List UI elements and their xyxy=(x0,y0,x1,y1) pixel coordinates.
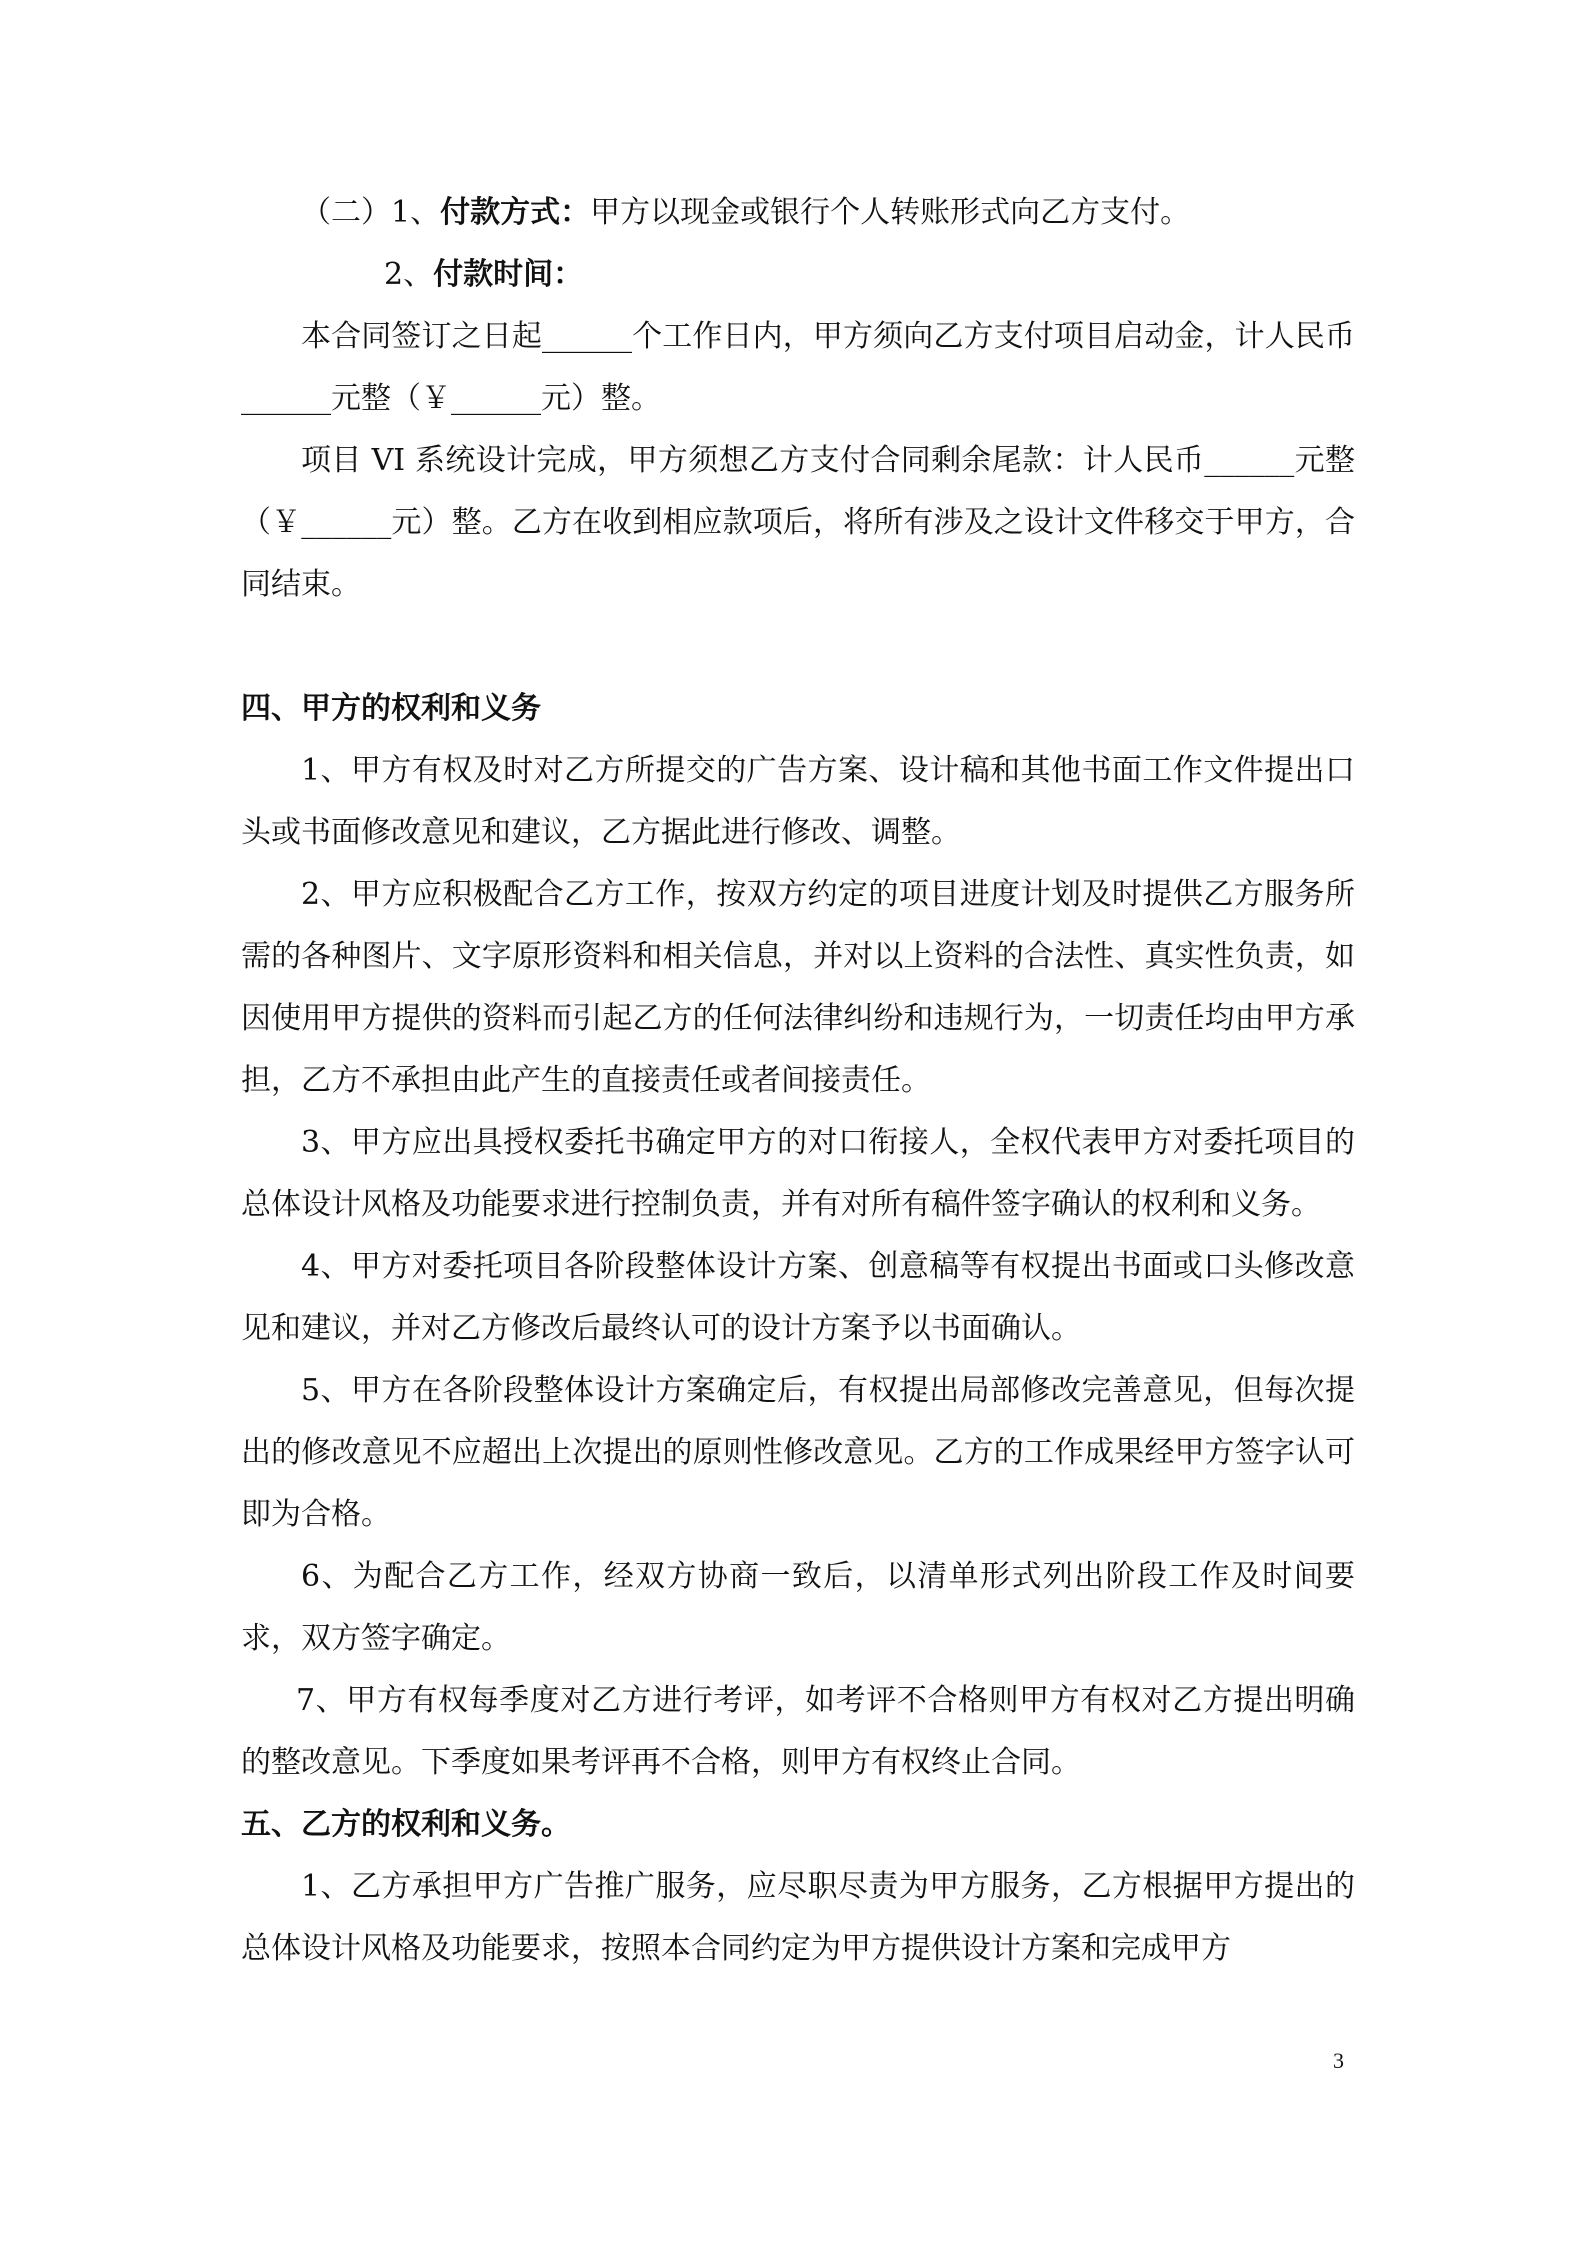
section4-item-1: 1、甲方有权及时对乙方所提交的广告方案、设计稿和其他书面工作文件提出口头或书面修改意见和建议，乙方据此进行修改、调整。 xyxy=(241,753,1355,850)
section4-heading: 四、甲方的权利和义务 xyxy=(241,691,541,726)
payment-method-text: 甲方以现金或银行个人转账形式向乙方支付。 xyxy=(590,195,1191,230)
payment-time-label: 付款时间： xyxy=(433,257,584,292)
section4-item-7: 7、甲方有权每季度对乙方进行考评，如考评不合格则甲方有权对乙方提出明确的整改意见。下季度如果考评再不合格，则甲方有权终止合同。 xyxy=(241,1683,1355,1780)
section5-heading: 五、乙方的权利和义务。 xyxy=(241,1807,571,1842)
section4-item-2: 2、甲方应积极配合乙方工作，按双方约定的项目进度计划及时提供乙方服务所需的各种图片、文字原形资料和相关信息，并对以上资料的合法性、真实性负责，如因使用甲方提供的资料而引起乙方的任何法律纠纷和违规行为，一切责任均由甲方承担，乙方不承担由此产生的直接责任或者间接责任。 xyxy=(241,877,1355,1098)
section4-item-6: 6、为配合乙方工作，经双方协商一致后，以清单形式列出阶段工作及时间要求，双方签字确定。 xyxy=(241,1559,1355,1656)
section4-item-3: 3、甲方应出具授权委托书确定甲方的对口衔接人，全权代表甲方对委托项目的总体设计风格及功能要求进行控制负责，并有对所有稿件签字确认的权利和义务。 xyxy=(241,1125,1355,1222)
section4-item-5: 5、甲方在各阶段整体设计方案确定后，有权提出局部修改完善意见，但每次提出的修改意见不应超出上次提出的原则性修改意见。乙方的工作成果经甲方签字认可即为合格。 xyxy=(241,1373,1355,1532)
payment-time-prefix: 2、 xyxy=(384,257,434,292)
payment-method-label: 付款方式： xyxy=(440,195,591,230)
section5-item-1: 1、乙方承担甲方广告推广服务，应尽职尽责为甲方服务，乙方根据甲方提出的总体设计风格及功能要求，按照本合同约定为甲方提供设计方案和完成甲方 xyxy=(241,1869,1355,1966)
payment-time-line xyxy=(241,244,1355,306)
payment-method-line xyxy=(241,182,1355,244)
payment-para-2: 项目 VI 系统设计完成，甲方须想乙方支付合同剩余尾款：计人民币______元整（￥______元）整。乙方在收到相应款项后，将所有涉及之设计文件移交于甲方，合同结束。 xyxy=(241,443,1355,602)
section4-item-4: 4、甲方对委托项目各阶段整体设计方案、创意稿等有权提出书面或口头修改意见和建议，并对乙方修改后最终认可的设计方案予以书面确认。 xyxy=(241,1249,1355,1346)
document-body xyxy=(241,182,1355,1980)
page-number: 3 xyxy=(1333,2048,1344,2073)
payment-method-prefix: （二）1、 xyxy=(301,195,441,230)
payment-para-1: 本合同签订之日起______个工作日内，甲方须向乙方支付项目启动金，计人民币______元整（￥______元）整。 xyxy=(241,319,1355,416)
